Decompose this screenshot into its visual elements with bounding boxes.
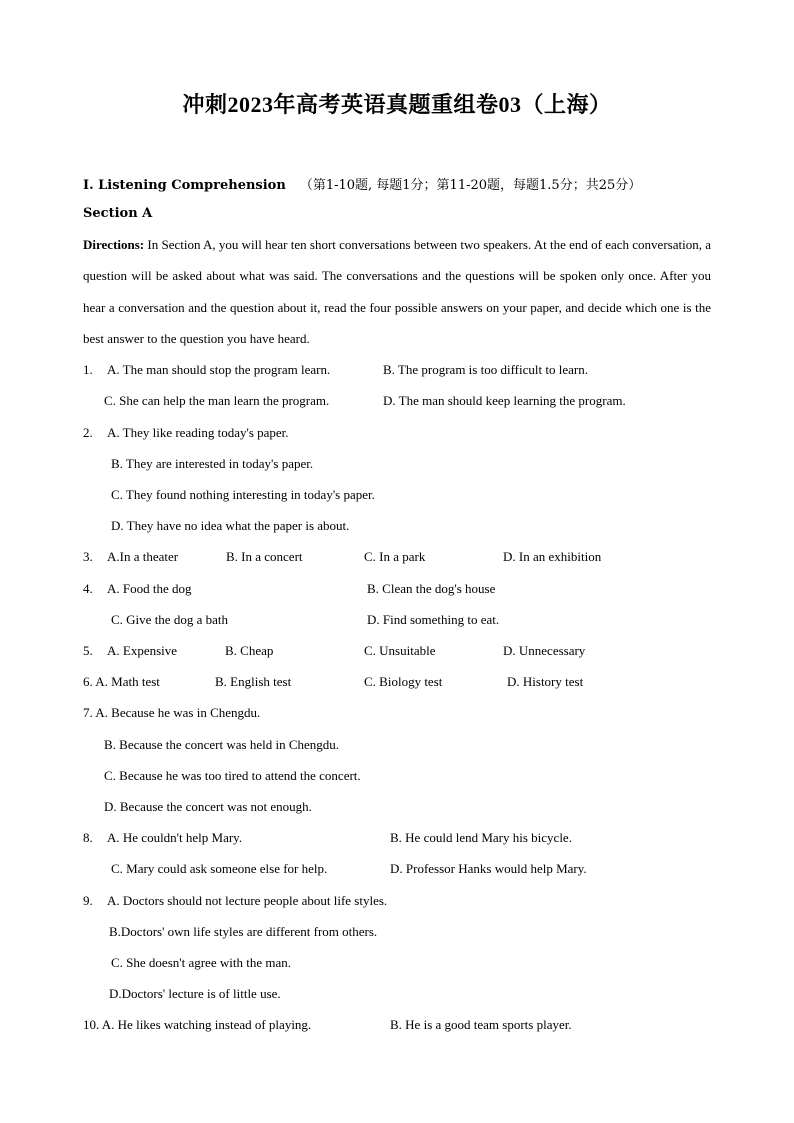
q3-d: D. In an exhibition <box>503 549 602 564</box>
section-a-heading: Section A <box>83 206 153 221</box>
directions-paragraph <box>83 229 711 354</box>
q8-d: D. Professor Hanks would help Mary. <box>390 861 587 876</box>
q9-num: 9. <box>83 893 93 908</box>
q5-b: B. Cheap <box>225 643 274 658</box>
q4-num: 4. <box>83 581 93 596</box>
q7-c: C. Because he was too tired to attend the concert. <box>104 768 361 783</box>
q2-d: D. They have no idea what the paper is about. <box>111 518 350 533</box>
q7-d: D. Because the concert was not enough. <box>104 799 312 814</box>
q4-b: B. Clean the dog's house <box>367 581 496 596</box>
q9-a: A. Doctors should not lecture people about life styles. <box>107 893 388 908</box>
part-heading-label: I. Listening Comprehension <box>83 178 286 193</box>
q8-a: A. He couldn't help Mary. <box>107 830 243 845</box>
scoring-note: （第1-10题, 每题1分；第11-20题，每题1.5分；共25分） <box>299 178 642 193</box>
q3-c: C. In a park <box>364 549 426 564</box>
q7-b: B. Because the concert was held in Chengdu. <box>104 737 340 752</box>
part-heading <box>83 174 641 193</box>
q5-d: D. Unnecessary <box>503 643 586 658</box>
q6-a: 6. A. Math test <box>83 674 160 689</box>
directions-label: Directions: <box>83 237 145 252</box>
q5-a: A. Expensive <box>107 643 178 658</box>
q5-c: C. Unsuitable <box>364 643 436 658</box>
q1-num: 1. <box>83 362 93 377</box>
directions-text: In Section A, you will hear ten short conversations between two speakers. At the end of each conversation, a question will be asked about what was said. The conversations and the questions will be spoken only once. After you hear a conversation and the question about it, read the four possible answers on your paper, and decide which one is the best answer to the question you have heard. <box>83 237 711 346</box>
q8-b: B. He could lend Mary his bicycle. <box>390 830 572 845</box>
q4-a: A. Food the dog <box>107 581 192 596</box>
q3-a: A.In a theater <box>107 549 179 564</box>
q5-num: 5. <box>83 643 93 658</box>
q8-c: C. Mary could ask someone else for help. <box>111 861 328 876</box>
q9-b: B.Doctors' own life styles are different from others. <box>109 924 378 939</box>
q3-num: 3. <box>83 549 93 564</box>
q4-c: C. Give the dog a bath <box>111 612 228 627</box>
q4-d: D. Find something to eat. <box>367 612 500 627</box>
q8-num: 8. <box>83 830 93 845</box>
q1-a: A. The man should stop the program learn. <box>107 362 331 377</box>
q1-b: B. The program is too difficult to learn. <box>383 362 588 377</box>
q2-b: B. They are interested in today's paper. <box>111 456 314 471</box>
q10-b: B. He is a good team sports player. <box>390 1017 572 1032</box>
q3-b: B. In a concert <box>226 549 303 564</box>
q7-a: 7. A. Because he was in Chengdu. <box>83 705 261 720</box>
q10-a: 10. A. He likes watching instead of playing. <box>83 1017 312 1032</box>
q9-d: D.Doctors' lecture is of little use. <box>109 986 281 1001</box>
q2-num: 2. <box>83 425 93 440</box>
page-title: 冲刺2023年高考英语真题重组卷03（上海） <box>182 92 612 117</box>
q2-a: A. They like reading today's paper. <box>107 425 289 440</box>
q1-d: D. The man should keep learning the program. <box>383 393 626 408</box>
q6-b: B. English test <box>215 674 292 689</box>
q9-c: C. She doesn't agree with the man. <box>111 955 291 970</box>
q6-d: D. History test <box>507 674 584 689</box>
q1-c: C. She can help the man learn the program. <box>104 393 330 408</box>
q6-c: C. Biology test <box>364 674 443 689</box>
q2-c: C. They found nothing interesting in today's paper. <box>111 487 375 502</box>
